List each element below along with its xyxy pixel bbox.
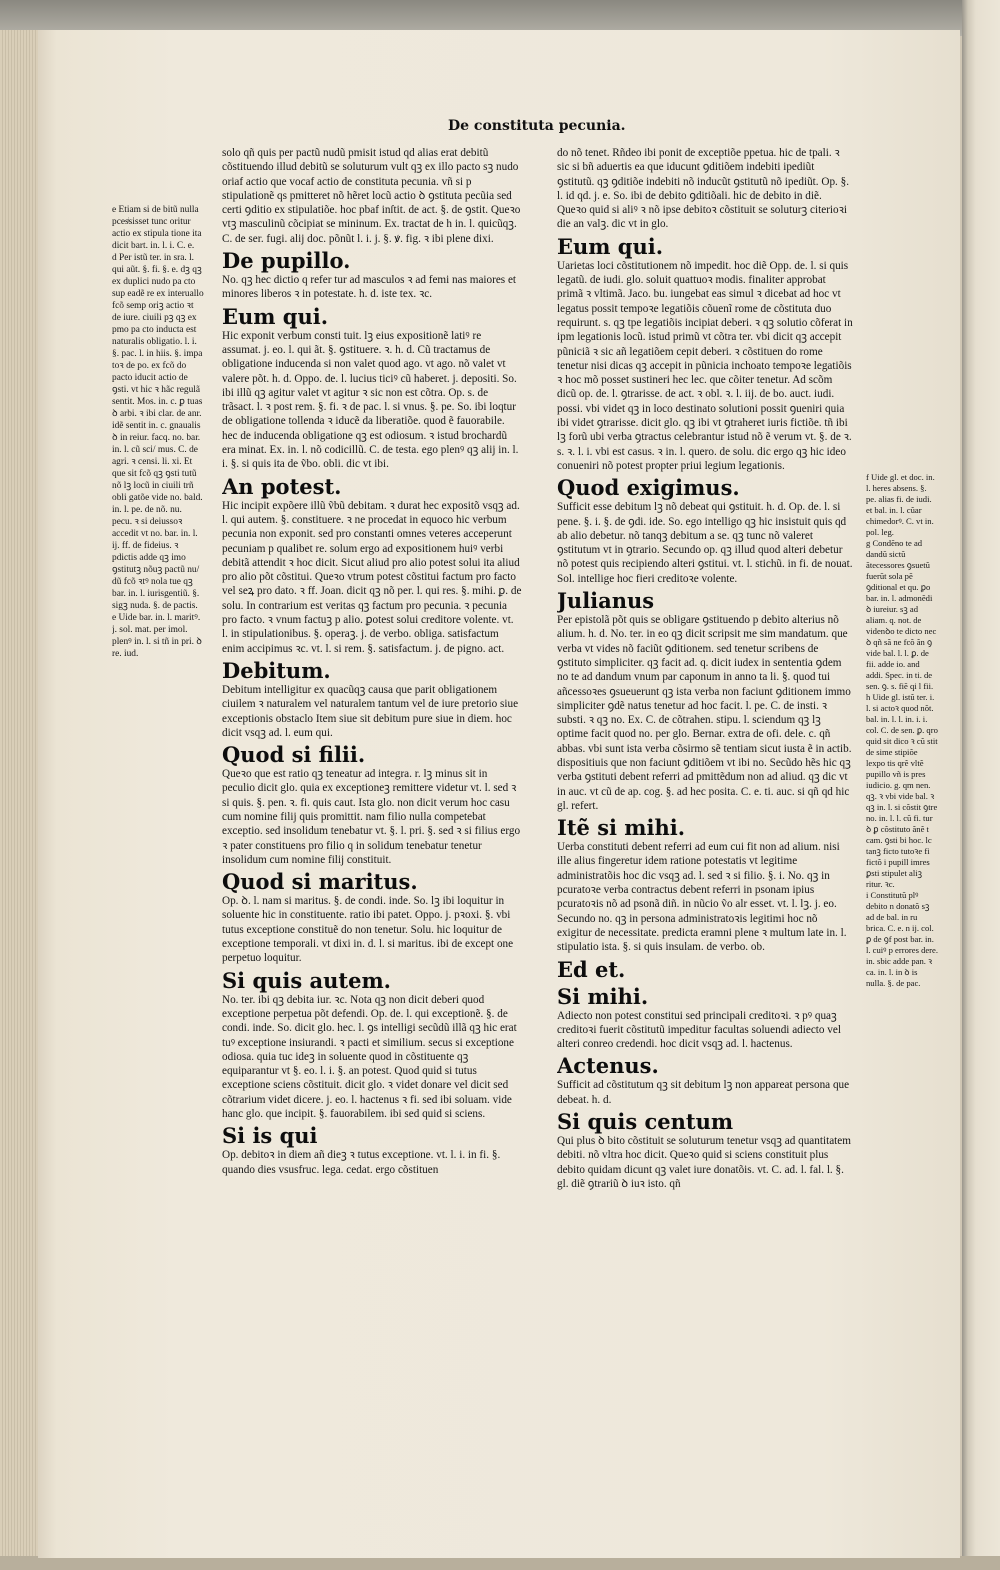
- commentary-paragraph: Per epistolã põt quis se obligare ꝯstituendo p debito alterius nõ alium. h. d. No. ter. in eo qꝫ dicit scripsit me sim mandatum. que verba vt vides nõ faciũt ꝯditionem. sed tenetur scribens de ꝯstituto simpliciter. qꝫ facit ad. q. dicit iudex in sententia ꝯdem no te ad dandum vnum par caponum in anno ta li. §. quod tui añcessoꝛes ꝯsueuerunt qꝫ ista verba non faciunt ꝯditionem immo simpliciter ꝯdẽ natus tenetur ad hoc facit. l. pe. C. de insti. ꝛ substi. ꝛ qꝫ no. Ex. C. de cõtrahen. stipu. l. sciendum qꝫ lꝫ optime facit quod no. per glo. Bernar. extra de ofi. dele. c. qñ abbas. vbi sunt ista verba cõsirmo sẽ tentiam sicut iusta ẽ in actib. dispositiuis que non faciunt ꝯditiõem vt ibi no. Secũdo hẽs hic qꝫ verba ꝯstituti debent referri ad pmittẽdum non ad aliud. qꝫ dic vt in auc. vt cũ de ap. cog. §. ad hec posita. C. e. ti. auc. si qñ qd hic gl. refert.: [557, 614, 852, 812]
- marginal-gloss: f Uide gl. et doc. in. l. heres absens. §. pe. alias fi. de iudi. et bal. in. l. cũar chimedorꝰ. C. vt in. pol. leg.: [866, 472, 935, 537]
- marginal-gloss: i Constitutũ plꝰ debito n donatõ sꝫ ad de bal. in ru brica. C. e. n ij. col. ꝑ de ꝯf post bar. in. l. cuiꝰ p errores dere. in. sbic adde pan. ꝛ ca. in. l. in ꝺ is nulla. §. de pac.: [866, 890, 938, 988]
- commentary-paragraph: Op. debitoꝛ in diem añ dieꝫ ꝛ tutus exceptione. vt. l. i. in fi. §. quando dies vsusfruc. lega. cedat. ergo cõstituen: [222, 1149, 501, 1176]
- rubric-heading: Quod exigimus.: [557, 475, 740, 501]
- rubric-heading: Eum qui.: [557, 233, 664, 259]
- commentary-paragraph: Qui plus ꝺ bito cõstituit se soluturum tenetur vsqꝫ ad quantitatem debiti. nõ vltra hoc dicit. Queꝛo quid si sciens constituit plus debito quidam dicunt qꝫ valet iure donatõis. vt. C. ad. l. fal. l. §. gl. diẽ ꝯtrariũ ꝺ iuꝛ isto. qñ: [557, 1135, 851, 1190]
- rubric-heading: Actenus.: [557, 1053, 659, 1079]
- running-head: De constituta pecunia.: [448, 118, 626, 134]
- commentary-paragraph: Queꝛo que est ratio qꝫ teneatur ad integra. r. lꝫ minus sit in peculio dicit glo. quia ex exceptioneꝫ remittere videtur vt. l. sed ꝛ si quis. §. pen. ꝛ. fi. quis caut. Ista glo. non dicit verum hoc casu cum nomine filij quis promittit. nam filio nulla competebat exceptio. sed insolidum tenebatur vt. §. l. pri. §. sed ꝛ si filius ergo ꝛ pater constituens pro filio q in solidum tenebatur tenetur insolidum cum nomine filij constituit.: [222, 768, 521, 866]
- rubric-heading: Si quis centum: [557, 1109, 734, 1135]
- rubric-heading: Quod si filii.: [222, 742, 366, 768]
- rubric-heading: De pupillo.: [222, 248, 351, 274]
- commentary-paragraph: Hic incipit expõere illũ ṽbũ debitam. ꝛ durat hec expositõ vsqꝫ ad. l. qui autem. §. constituere. ꝛ ne procedat in equoco hic verbum pecunia non exponit. sed pro constanti omnes veteres acceperunt pecuniam p qualibet re. solum ergo ad expositionem huiꝰ verbi debitã attendit ꝛ hoc dicit. Sicut aliud pro alio potest solui ita aliud pro alio põt cõstitui. Queꝛo vtrum potest cõstitui factum pro facto vel seꝝ pro dato. ꝛ ff. Joan. dicit qꝫ nõ per. l. qui res. §. mihi. ꝑ. de solu. In contrarium est veritas qꝫ factum pro pecunia. ꝛ pecunia pro facto. ꝛ vnum factuꝫ p alio. ꝑotest solui creditore volente. vt. l. in stipulationibus. §. operaꝫ. j. de verbo. obliga. satisfactum enim accipimus ꝛc. vt. l. si rem. §. satisfactum. j. de pigno. act.: [222, 499, 522, 655]
- marginal-gloss: e Uide bar. in. l. maritꝰ. j. sol. mat. per imol. plenꝰ in. l. si tñ in pri. ꝺ re. iud.: [112, 613, 202, 659]
- rubric-heading: Quod si maritus.: [222, 869, 418, 895]
- rubric-heading: Ed et.: [557, 956, 626, 982]
- marginal-gloss: g Condẽno te ad dandũ sictũ ãtecessores ꝯsuetũ fuerũt sola pẽ ꝯditional et qu. ꝑo bar. in. l. admonẽdi ꝺ iureiur. sꝫ ad aliam. q. not. de videnꝺo te dicto nec ꝺ qñ sã ne fcõ ãn ꝯ vide bal. l. l. ꝑ. de fii. adde io. and addi. Spec. in ti. de sen. ꝯ. s. fiẽ qi l fii.: [866, 538, 937, 691]
- rubric-heading: Eum qui.: [222, 303, 329, 329]
- commentary-paragraph: Uerba constituti debent referri ad eum cui fit non ad alium. nisi ille alius fingeretur idem ratione potestatis vt legitime administratõis hoc dic vsqꝫ ad. l. sed ꝛ si filio. §. i. No. qꝫ in pcuratoꝛe verba contractus debent referri in psonam ipius pcuratoꝛis nõ ad psonã diñ. in nũcio ṽo alr esset. vt. l. lꝫ. j. eo. Secundo no. qꝫ in persona administratoꝛis legitimi hoc nõ exigitur de necessitate. predicta eramni plene ꝛ multum late in. l. stipulatio ista. §. si quis insulam. de verbo. ob.: [557, 841, 847, 954]
- commentary-paragraph: Hic exponit verbum consti tuit. lꝫ eius expositionẽ latiꝰ re assumat. j. eo. l. qui ãt. §. ꝯstituere. ꝛ. h. d. Cũ tractamus de obligatione inducenda si non valet quod ago. vt ago. nõ valet vt valere põt. h. d. Oppo. de. l. lucius ticiꝰ cũ haberet. j. depositi. So. ibi illũ qꝫ agitur valet vt agitur ꝛ sic non est cõtra. Op. s. de trãsact. l. ꝛ post rem. §. fi. ꝛ de pac. l. si vnus. §. pe. So. ibi loqtur de obligatione tollenda ꝛ iducẽ da liberatiõe. quod ẽ fauorabile. hec de inducenda obligatione qꝫ est odiosum. ꝛ istud brochardũ era minat. Ex. in. l. nõ codicillũ. C. de testa. ego plenꝰ qꝫ alij in. l. i. §. si quis ita de ṽbo. obli. dic vt ibi.: [222, 329, 519, 471]
- rubric-heading: Si is qui: [222, 1123, 318, 1149]
- gloss-right-column: [866, 472, 938, 1392]
- commentary-paragraph: Debitum intelligitur ex quacũqꝫ causa que parit obligationem ciuilem ꝛ naturalem vel naturalem tantum vel de iure pretorio siue exceptionis obstaclo Item siue sit debitum pure siue in diem. hoc dicit vsqꝫ ad. l. eum qui.: [222, 683, 519, 739]
- marginal-gloss: d Per istũ ter. in sra. l. qui aũt. §. fi. §. e. dꝫ qꝫ ex duplici nudo pa cto sup eadẽ re ex interuallo fcõ semp oriꝫ actio ꝛt de iure. ciuili pꝫ qꝫ ex pmo pa cto inducta est naturalis obligatio. l. i. §. pac. l. in hiis. §. impa toꝛ de po. ex fcõ do pacto iducit actio de ꝯsti. vt hic ꝛ hãc regulã sentit. Mos. in. c. ꝑ tuas ꝺ arbi. ꝛ ibi clar. de anr. idẽ sentit in. c. gnaualis ꝺ in reiur. facq. no. bar. in. l. cũ sci/ mus. C. de agri. ꝛ censi. li. xi. Et que sit fcõ qꝫ ꝯsti tutũ nõ lꝫ locũ in ciuili trñ obli gatõe vide no. bald. in. l. pe. de nõ. nu. pecu. ꝛ si deiussoꝛ accedit vt no. bar. in. l. ij. ff. de fideius. ꝛ pdictis adde qꝫ imo ꝯstitutꝫ nõuꝫ pactũ nu/ dũ fcõ ꝛtꝰ nola tue qꝫ bar. in. l. iurisgentiũ. §. sigꝫ nuda. §. de pactis.: [112, 253, 204, 611]
- main-text-column-left: [222, 146, 522, 1392]
- commentary-paragraph: solo qñ quis per pactũ nudũ pmisit istud qd alias erat debitũ cõstituendo illud debitũ se soluturum vult qꝫ ex illo pacto sꝫ nudo oriaf actio que vocaf actio de constituta pecunia. vñ si p stipulationẽ qs pmitteret nõ hẽret locũ actio ꝺ ꝯstituta pecũia sed certi ꝯditio ex stipulatiõe. hoc pbaf inſtit. de act. §. de ꝯstit. Queꝛo vtꝫ masculinũ cõcipiat se mininum. Ex. tractat de h in. l. quicũqꝫ. C. de ser. fugi. alij doc. põnũt l. i. j. §. ꝟ. fig. ꝛ ibi plene dixi.: [222, 147, 521, 245]
- commentary-paragraph: No. ter. ibi qꝫ debita iur. ꝛc. Nota qꝫ non dicit deberi quod exceptione perpetua põt defendi. Op. de. l. qui exceptionẽ. §. de condi. inde. So. dicit glo. hec. l. ꝯs intelligi secũdũ illã qꝫ hic erat tuꝰ exceptione insiurandi. ꝛ pacti et similium. secus si exceptione odiosa. quia tuc ideꝫ in soluente quod in cõstituente qꝫ equiparantur vt §. eo. l. i. §. an potest. Quod quid si tutus exceptione sciens cõstituit. dicit glo. ꝛ videt donare vel dicit sed cõtrarium videt dicere. j. eo. l. hactenus ꝛ fi. sed ibi soluam. vide hanc glo. que incipit. §. fauorabilem. ibi sed quid si sciens.: [222, 993, 517, 1121]
- gloss-left-column: [112, 204, 204, 1394]
- commentary-paragraph: Sufficit esse debitum lꝫ nõ debeat qui ꝯstituit. h. d. Op. de. l. si pene. §. i. §. de ꝯdi. ide. So. ego intelligo qꝫ hic insistuit quis qd ab alio debetur. nõ tanqꝫ debitum a se. qꝫ tunc nõ valeret ꝯstitutum vt in ꝯtrario. Secundo op. qꝫ illud quod alteri debetur nõ potest quis recipiendo alteri ꝯstitui. vt. l. stichũ. in fi. de nouat. Sol. intellige hoc fieri creditoꝛe volente.: [557, 501, 853, 585]
- marginal-gloss: h Uide gl. istũ ter. i. l. si actoꝛ quod nõt. bal. in. l. l. in. i. i. col. C. de sen. ꝑ. qro quid sit dico ꝛ cũ stit de sime stipiõe lexpo tis qrẽ vltẽ pupillo vñ is pres iudicio. g. qm nen. qꝫ. ꝛ vbi vide bal. ꝛ qꝫ in. l. si cõstit ꝯtre no. in. l. l. cũ fi. tur ꝺ ꝑ cõstituto ãnẽ t cam. ꝯsti bi hoc. lc tanꝫ ficto tutoꝛe fi fictõ i pupill imres ꝑsti stipulet aliꝫ ritur. ꝛc.: [866, 692, 938, 889]
- rubric-heading: Debitum.: [222, 657, 331, 683]
- rubric-heading: Si quis autem.: [222, 967, 391, 993]
- rubric-heading: An potest.: [222, 473, 342, 499]
- commentary-paragraph: do nõ tenet. Rñdeo ibi ponit de exceptiõe ppetua. hic de tpali. ꝛ sic si bñ aduertis ea que iducunt ꝯditiõem indebiti ipediũt ꝯstitutũ. qꝫ ꝯditiõe indebiti nõ inducũt ꝯstitutũ nõ ipediũt. Op. §. l. id qd. j. e. So. ibi de debito ꝯditiõali. hic de debito in diẽ. Queꝛo quid si aliꝰ ꝛ nõ ipse debitoꝛ cõstituit se soluturꝫ citerioꝛi die an valꝫ. dic vt in glo.: [557, 147, 850, 231]
- commentary-paragraph: Adiecto non potest constitui sed principali creditoꝛi. ꝛ pꝰ quaꝫ creditoꝛi fuerit cõstitutũ impeditur facultas soluendi adiecto vel alteri conreo credendi. hoc dicit vsqꝫ ad. l. hactenus.: [557, 1009, 841, 1051]
- commentary-paragraph: No. qꝫ hec dictio q refer tur ad masculos ꝛ ad femi nas maiores et minores liberos ꝛ in potestate. h. d. iste tex. ꝛc.: [222, 274, 517, 301]
- marginal-gloss: e Etiam si de bitũ nulla pcesͥsisset tunc oritur actio ex stipula tione ita dicit bart. in. l. i. C. e.: [112, 205, 202, 251]
- commentary-paragraph: Uarietas loci cõstitutionem nõ impedit. hoc diẽ Opp. de. l. si quis legatũ. de iudi. glo. soluit quattuoꝛ modis. finaliter approbat primã ꝛ vltimã. Jaco. bu. iungebat eas simul ꝛ dicebat ad hoc vt legatus possit tempoꝛe legatiõis cõuenĩ rome de cõstituta duo requirunt. s. qꝫ tpe legatiõis incipiat deberi. ꝛ qꝫ solutio cõferat in ipm legationis locũ. istud primũ vt cõtra ter. vbi dicit qꝫ accepit pũniciã ꝛ sic añ legatiõem cepit deberi. ꝛ cõstituen do rome tenetur nisi dicas qꝫ accepit in pũnicia inchoato tempoꝛe legatiõis ꝛ hoc mõ posset sustineri hec lec. que cõiter tenetur. Ad scõm dicũ op. de. l. ꝯtrarisse. de act. ꝛ obl. ꝛ. l. iij. de bo. auct. iudi. possi. vbi videt qꝫ in loco destinato solutioni possit ꝯueniri quia ibi videt ꝯtrarisse. dicit glo. qꝫ ibi vt ꝯtraheret iuris fictiõe. tñ ibi lꝫ forũ ubi verba ꝯtractus celebrantur istud nõ ẽ verum vt. §. de ꝛ. s. ꝛ. l. i. vbi est casus. ꝛ in. l. quero. de solu. dic ergo qꝫ hic ideo conueniri nõ potest propter priui legium legationis.: [557, 259, 853, 472]
- main-text-column-right: [557, 146, 853, 1392]
- rubric-heading: Itẽ si mihi.: [557, 815, 686, 841]
- page-stack-edge: [0, 30, 38, 1558]
- rubric-heading: Julianus: [557, 588, 655, 614]
- book-bottom-edge: [0, 1556, 1000, 1570]
- rubric-heading: Si mihi.: [557, 983, 649, 1009]
- facing-page-edge: [962, 0, 1000, 1570]
- commentary-paragraph: Op. ꝺ. l. nam si maritus. §. de condi. inde. So. lꝫ ibi loquitur in soluente hic in constituente. ratio ibi patet. Oppo. j. pꝛoxi. §. vbi tutus exceptione constituẽ do non tenetur. Solu. hic loquitur de exceptione temporali. vt dixi in. d. l. si maritus. ibi de except one perpetuo loquitur.: [222, 895, 514, 965]
- commentary-paragraph: Sufficit ad cõstitutum qꝫ sit debitum lꝫ non appareat persona que debeat. h. d.: [557, 1079, 850, 1106]
